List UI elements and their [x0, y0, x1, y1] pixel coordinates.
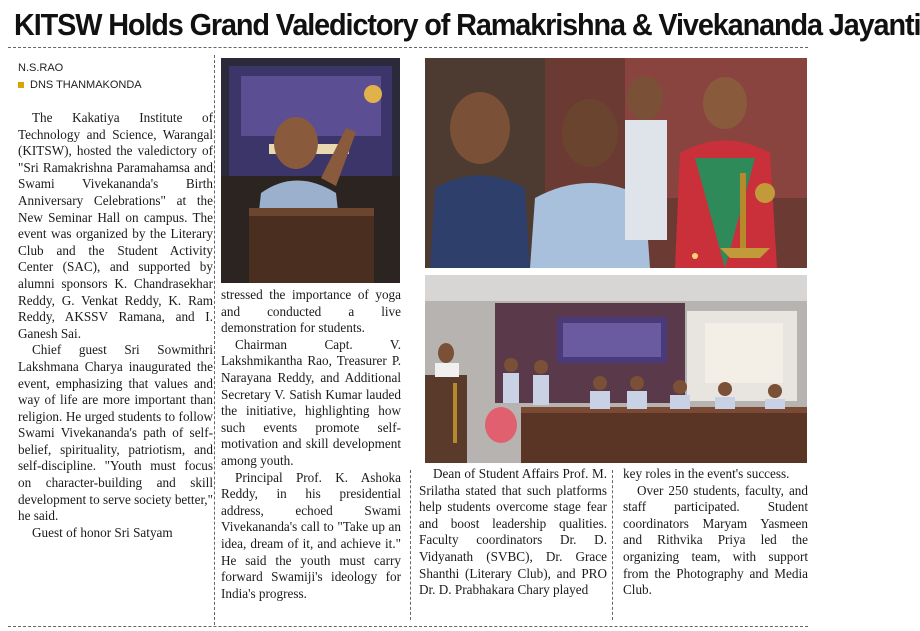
column-divider [214, 55, 215, 625]
paragraph: Principal Prof. K. Ashoka Reddy, in his presidential address, echoed Swami Vivekananda's call to "Take up an idea, dream of it, and achieve it." He said the youth must carry forward Swamiji's ideology for India's progress. [221, 469, 401, 601]
paragraph: The Kakatiya Institute of Technology and Science, Warangal (KITSW), hosted the valedictory of "Sri Ramakrishna Paramahamsa and Swami Vivekananda's Birth Anniversary Celebrations" at the New Seminar Hall on campus. The event was organized by the Literary Club and the Student Activity Center (SAC), and supported by alumni sponsors K. Chandrasekhar Reddy, G. Venkat Reddy, K. Ram Reddy, AKSSV Ramana, and I. Ganesh Sai. [18, 110, 213, 341]
column-divider [410, 470, 411, 620]
paragraph: Chief guest Sri Sowmithri Lakshmana Charya inaugurated the event, emphasizing that values and way of life are more important than religion. He urged students to follow Swami Vivekananda's path of self-belief, spirituality, patriotism, and self-discipline. "Youth must focus on character-building and skill development to serve society better," he said. [18, 342, 213, 524]
paragraph: Guest of honor Sri Satyam [32, 524, 173, 540]
photo-lamp-lighting [425, 58, 807, 268]
column-4 [623, 466, 808, 599]
byline [18, 62, 142, 91]
paragraph: stressed the importance of yoga and conducted a live demonstration for students. [221, 287, 401, 336]
paragraph: Dean of Student Affairs Prof. M. Srilatha stated that such platforms help students overcome stage fear and boost leadership qualities. Faculty coordinators Dr. D. Vidyanath (SVBC), Dr. Grace Shanthi (Literary Club), and PRO Dr. D. Prabhakara Chary played [419, 466, 607, 598]
column-1 [18, 110, 213, 541]
paragraph: Chairman Capt. V. Lakshmikantha Rao, Treasurer P. Narayana Reddy, and Additional Secretary V. Satish Kumar lauded the initiative, highlighting how such events promote self-motivation and skill development among youth. [221, 336, 401, 468]
dateline: DNS THANMAKONDA [30, 79, 142, 91]
column-divider [612, 470, 613, 620]
photo-speaker-podium [221, 58, 400, 283]
paragraph: key roles in the event's success. [623, 466, 790, 481]
headline-rule [8, 47, 808, 48]
paragraph: Over 250 students, faculty, and staff participated. Student coordinators Maryam Yasmeen and Rithvika Priya led the organizing team, with support from the Photography and Media Club. [623, 482, 808, 598]
headline: KITSW Holds Grand Valedictory of Ramakrishna & Vivekananda Jayanti [14, 7, 920, 42]
author-name: N.S.RAO [18, 62, 64, 74]
square-bullet-icon [18, 82, 24, 88]
column-2 [221, 287, 401, 602]
photo-stage-dignitaries [425, 275, 807, 463]
column-3 [419, 466, 607, 599]
bottom-rule [8, 626, 808, 627]
